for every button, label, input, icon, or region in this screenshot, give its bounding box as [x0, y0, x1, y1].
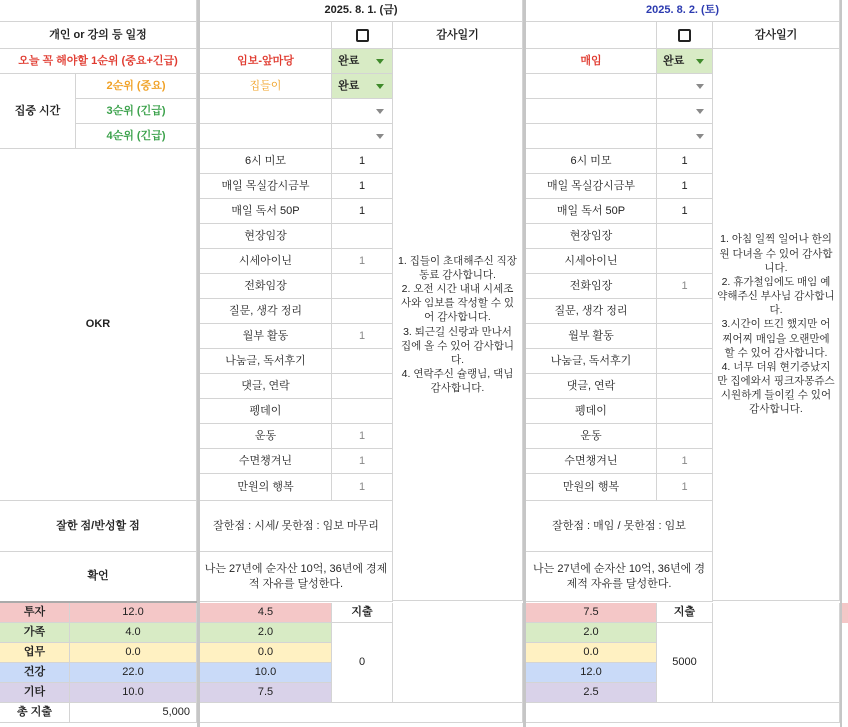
day2-okr-value[interactable]: [657, 324, 713, 349]
schedule-header: 개인 or 강의 등 일정: [0, 22, 197, 49]
day1-review[interactable]: 잘한점 : 시세/ 못한점 : 임보 마무리: [200, 501, 393, 552]
total-expense-label: 총 지출: [0, 703, 70, 723]
budget-label-work: 업무: [0, 643, 70, 663]
day2-budget-invest[interactable]: 7.5: [526, 603, 657, 623]
day1-total-blank[interactable]: [200, 703, 523, 723]
gratitude-item: 4. 연락주신 슐랭님, 댁님 감사합니다.: [401, 368, 514, 395]
day2-task-1[interactable]: 매임: [526, 49, 657, 74]
day1-okr-name: 전화임장: [200, 274, 332, 299]
day2-okr-value[interactable]: [657, 399, 713, 424]
day1-budget-other[interactable]: 7.5: [200, 683, 332, 703]
day1-okr-value[interactable]: 1: [332, 449, 393, 474]
day1-task-header-blank[interactable]: [200, 22, 332, 49]
day1-okr-name: 운동: [200, 424, 332, 449]
left-top-blank[interactable]: [0, 0, 197, 22]
day2-okr-value[interactable]: 1: [657, 199, 713, 224]
day1-okr-value[interactable]: 1: [332, 424, 393, 449]
priority4-label: 4순위 (긴급): [76, 124, 197, 149]
day1-gratitude-bottom[interactable]: [393, 603, 523, 703]
day2-okr-value[interactable]: 1: [657, 274, 713, 299]
priority1-label: 오늘 꼭 해야할 1순위 (중요+긴급): [0, 49, 197, 74]
gratitude-item: 1. 집들이 초대해주신 직장 동료 감사합니다.: [398, 254, 517, 281]
day2-okr-value[interactable]: [657, 374, 713, 399]
budget-label-family: 가족: [0, 623, 70, 643]
day1-okr-value[interactable]: [332, 274, 393, 299]
day1-date: 2025. 8. 1. (금): [200, 0, 523, 22]
day2-budget-family[interactable]: 2.0: [526, 623, 657, 643]
day1-status-4[interactable]: [332, 124, 393, 149]
day2-gratitude-bottom[interactable]: [713, 603, 840, 703]
day2-okr-value[interactable]: [657, 424, 713, 449]
day1-expense-value[interactable]: 0: [332, 623, 393, 703]
gratitude-item: 1. 아침 일찍 일어나 한의원 다녀올 수 있어 감사합니다.: [719, 233, 833, 274]
day2-task-3[interactable]: [526, 99, 657, 124]
day2-affirmation[interactable]: 나는 27년에 순자산 10억, 36년에 경제적 자유를 달성한다.: [526, 552, 713, 602]
day2-task-4[interactable]: [526, 124, 657, 149]
budget-label-other: 기타: [0, 683, 70, 703]
day2-okr-name: 수면챙겨닌: [526, 449, 657, 474]
budget-amount-family[interactable]: 4.0: [70, 623, 197, 643]
budget-amount-invest[interactable]: 12.0: [70, 603, 197, 623]
day2-status-1[interactable]: 완료: [657, 49, 713, 74]
day1-budget-family[interactable]: 2.0: [200, 623, 332, 643]
day1-task-3[interactable]: [200, 99, 332, 124]
confirm-label: 확언: [0, 552, 197, 602]
day1-okr-name: 질문, 생각 정리: [200, 299, 332, 324]
day1-okr-value[interactable]: [332, 399, 393, 424]
day2-task-header-blank[interactable]: [526, 22, 657, 49]
checkbox-icon[interactable]: [678, 29, 691, 42]
day2-okr-name: 질문, 생각 정리: [526, 299, 657, 324]
total-expense-value[interactable]: 5,000: [70, 703, 197, 723]
day1-okr-value[interactable]: [332, 374, 393, 399]
day2-status-3[interactable]: [657, 99, 713, 124]
budget-label-health: 건강: [0, 663, 70, 683]
day1-okr-name: 매일 목실감시금부: [200, 174, 332, 199]
day1-gratitude-header: 감사일기: [393, 22, 523, 49]
day2-okr-value[interactable]: 1: [657, 474, 713, 501]
next-column-sliver: [842, 603, 848, 623]
day2-okr-value[interactable]: 1: [657, 449, 713, 474]
day2-okr-value[interactable]: 1: [657, 149, 713, 174]
day2-okr-value[interactable]: 1: [657, 174, 713, 199]
day2-okr-name: 나눔글, 독서후기: [526, 349, 657, 374]
gratitude-list: [397, 254, 518, 396]
day2-okr-name: 월부 활동: [526, 324, 657, 349]
day1-okr-value[interactable]: 1: [332, 149, 393, 174]
day1-budget-invest[interactable]: 4.5: [200, 603, 332, 623]
day1-status-2[interactable]: 완료: [332, 74, 393, 99]
gratitude-item: 2. 휴가철임에도 매임 예약해주신 부사님 감사합니다.: [717, 275, 835, 317]
day1-budget-work[interactable]: 0.0: [200, 643, 332, 663]
day2-okr-name: 댓글, 연락: [526, 374, 657, 399]
day2-okr-value[interactable]: [657, 249, 713, 274]
day2-task-2[interactable]: [526, 74, 657, 99]
day1-okr-value[interactable]: [332, 349, 393, 374]
day1-status-1[interactable]: 완료: [332, 49, 393, 74]
day2-total-blank[interactable]: [526, 703, 840, 723]
day1-okr-value[interactable]: 1: [332, 174, 393, 199]
day2-budget-work[interactable]: 0.0: [526, 643, 657, 663]
day1-okr-value[interactable]: 1: [332, 474, 393, 501]
day2-status-2[interactable]: [657, 74, 713, 99]
day2-status-4[interactable]: [657, 124, 713, 149]
day2-okr-name: 매일 독서 50P: [526, 199, 657, 224]
day1-okr-name: 6시 미모: [200, 149, 332, 174]
day1-expense-label: 지출: [332, 603, 393, 623]
gratitude-list: [717, 232, 835, 416]
day2-okr-name: 운동: [526, 424, 657, 449]
day1-okr-name: 월부 활동: [200, 324, 332, 349]
day1-okr-name: 펭데이: [200, 399, 332, 424]
day2-okr-name: 매일 목실감시금부: [526, 174, 657, 199]
day2-gratitude-entries[interactable]: [713, 49, 840, 601]
day1-status-3[interactable]: [332, 99, 393, 124]
day1-gratitude-entries[interactable]: [393, 49, 523, 601]
day1-checkbox-header[interactable]: [332, 22, 393, 49]
day2-okr-name: 펭데이: [526, 399, 657, 424]
budget-amount-health[interactable]: 22.0: [70, 663, 197, 683]
day2-okr-value[interactable]: [657, 224, 713, 249]
checkbox-icon[interactable]: [356, 29, 369, 42]
day2-expense-value[interactable]: 5000: [657, 623, 713, 703]
day2-okr-name: 시세아이닌: [526, 249, 657, 274]
day1-affirmation[interactable]: 나는 27년에 순자산 10억, 36년에 경제적 자유를 달성한다.: [200, 552, 393, 602]
day2-gratitude-header: 감사일기: [713, 22, 840, 49]
day1-okr-name: 시세아이닌: [200, 249, 332, 274]
day1-okr-value[interactable]: 1: [332, 199, 393, 224]
day2-okr-name: 전화임장: [526, 274, 657, 299]
priority2-label: 2순위 (중요): [76, 74, 197, 99]
day1-okr-name: 댓글, 연락: [200, 374, 332, 399]
gratitude-item: 2. 오전 시간 내내 시세조사와 임보를 작성할 수 있어 감사합니다.: [400, 282, 515, 324]
gratitude-item: 3. 퇴근길 신랑과 만나서 집에 올 수 있어 감사합니다.: [400, 325, 515, 366]
day2-expense-label: 지출: [657, 603, 713, 623]
day1-budget-health[interactable]: 10.0: [200, 663, 332, 683]
priority3-label: 3순위 (긴급): [76, 99, 197, 124]
day1-okr-name: 만원의 행복: [200, 474, 332, 501]
budget-amount-work[interactable]: 0.0: [70, 643, 197, 663]
day1-task-4[interactable]: [200, 124, 332, 149]
day1-task-2[interactable]: 집들이: [200, 74, 332, 99]
day2-okr-value[interactable]: [657, 299, 713, 324]
budget-amount-other[interactable]: 10.0: [70, 683, 197, 703]
day2-okr-name: 6시 미모: [526, 149, 657, 174]
day2-okr-name: 현장임장: [526, 224, 657, 249]
day1-okr-name: 나눔글, 독서후기: [200, 349, 332, 374]
gratitude-item: 4. 너무 더워 현기증났지만 집에와서 핑크자몽쥬스 시원하게 들이킬 수 있어 감사합니다.: [717, 360, 835, 416]
day1-okr-name: 현장임장: [200, 224, 332, 249]
okr-label: OKR: [0, 149, 197, 501]
budget-label-invest: 투자: [0, 603, 70, 623]
day1-task-1[interactable]: 임보-앞마당: [200, 49, 332, 74]
day2-date: 2025. 8. 2. (토): [526, 0, 840, 22]
day1-okr-value[interactable]: 1: [332, 324, 393, 349]
day1-okr-value[interactable]: 1: [332, 249, 393, 274]
day1-okr-value[interactable]: [332, 224, 393, 249]
day2-review[interactable]: 잘한점 : 매임 / 못한점 : 임보: [526, 501, 713, 552]
day2-budget-health[interactable]: 12.0: [526, 663, 657, 683]
day2-budget-other[interactable]: 2.5: [526, 683, 657, 703]
focus-time-label: 집중 시간: [0, 74, 76, 149]
day1-okr-name: 매일 독서 50P: [200, 199, 332, 224]
day1-okr-name: 수면챙겨닌: [200, 449, 332, 474]
day2-okr-value[interactable]: [657, 349, 713, 374]
review-label: 잘한 점/반성할 점: [0, 501, 197, 552]
day1-okr-value[interactable]: [332, 299, 393, 324]
day2-okr-name: 만원의 행복: [526, 474, 657, 501]
gratitude-item: 3.시간이 뜨긴 했지만 어찌어찌 매임을 오랜만에 할 수 있어 감사합니다.: [721, 318, 831, 359]
day2-checkbox-header[interactable]: [657, 22, 713, 49]
